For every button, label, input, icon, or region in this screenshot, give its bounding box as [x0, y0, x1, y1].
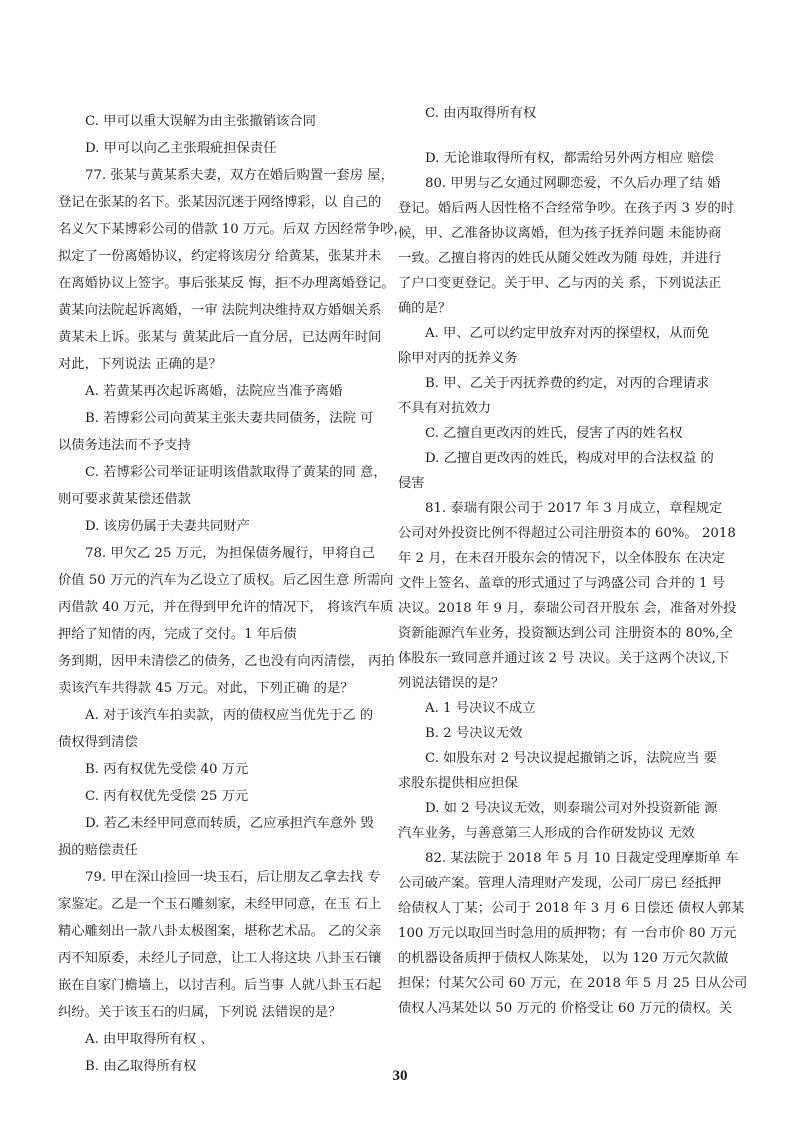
text-line: 除甲对丙的抚养义务: [398, 351, 518, 366]
text-line: 纠纷。关于该玉石的归属，下列说 法错误的是？: [58, 1005, 342, 1020]
text-line: C. 由丙取得所有权: [425, 106, 537, 121]
text-line: A. 1 号决议不成立: [425, 701, 536, 716]
text-line: 黄某未上诉。张某与 黄某此后一直分居，已达两年时间: [58, 330, 382, 345]
text-line: 在离婚协议上签字。事后张某反 悔，拒不办理离婚登记。: [58, 276, 395, 291]
text-line: 对此，下列说法 正确的是？: [58, 357, 222, 372]
text-line: 押给了知情的丙，完成了交付。1 年后债: [58, 627, 297, 642]
text-line: 卖该汽车共得款 45 万元。对此，下列正确 的是？: [58, 681, 354, 696]
text-line: 82. 某法院于 2018 年 5 月 10 日裁定受理摩斯单 车: [425, 851, 739, 866]
text-line: A. 若黄某再次起诉离婚，法院应当准予离婚: [85, 384, 343, 399]
text-line: 文件上签名、盖章的形式通过了与鸿盛公司 合并的 1 号: [398, 576, 725, 591]
text-line: 侵害: [398, 476, 425, 491]
text-line: 精心雕刻出一款八卦太极图案，堪称艺术品。 乙的父亲: [58, 924, 382, 939]
text-line: 不具有对抗效力: [398, 401, 492, 416]
text-line: 损的赔偿责任: [58, 843, 138, 858]
text-line: A. 由甲取得所有权 、: [85, 1032, 214, 1047]
text-line: 列说法错误的是？: [398, 676, 505, 691]
text-line: 黄某向法院起诉离婚，一审 法院判决维持双方婚姻关系: [58, 303, 382, 318]
text-line: A. 甲、乙可以约定甲放弃对丙的探望权，从而免: [425, 326, 709, 341]
text-line: 嵌在自家门檐墙上，以讨吉利。后当事 人就八卦玉石起: [58, 978, 382, 993]
text-line: 公司破产案。管理人清理财产发现，公司厂房已 经抵押: [398, 876, 722, 891]
text-line: 年 2 月，在未召开股东会的情况下，以全体股东 在决定: [398, 551, 725, 566]
text-line: 以债务违法而不予支持: [58, 438, 191, 453]
text-line: 价值 50 万元的汽车为乙设立了质权。后乙因生意 所需向: [58, 573, 394, 588]
text-line: 债权得到清偿: [58, 735, 138, 750]
text-line: 家鉴定。乙是一个玉石雕刻家，未经甲同意，在玉 石上: [58, 897, 382, 912]
text-line: C. 若博彩公司举证证明该借款取得了黄某的同 意，: [85, 465, 387, 480]
text-line: 100 万元以取回当时急用的质押物；有 一台市价 80 万元: [398, 926, 737, 941]
text-line: 一致。乙擅自将丙的姓氏从随父姓改为随 母姓，并进行: [398, 251, 722, 266]
text-line: 79. 甲在深山捡回一块玉石，后让朋友乙拿去找 专: [85, 870, 381, 885]
text-line: C. 如股东对 2 号决议提起撤销之诉，法院应当 要: [425, 751, 717, 766]
text-line: D. 该房仍属于夫妻共同财产: [85, 519, 250, 534]
text-line: 丙不知原委，未经儿子同意，让工人将这块 八卦玉石镶: [58, 951, 382, 966]
text-line: D. 甲可以向乙主张瑕疵担保责任: [85, 141, 277, 156]
text-line: B. 由乙取得所有权: [85, 1059, 197, 1074]
text-line: C. 丙有权优先受偿 25 万元: [85, 789, 249, 804]
text-line: 了户口变更登记。关于甲、乙与丙的关 系，下列说法正: [398, 276, 722, 291]
text-line: 决议。2018 年 9 月，泰瑞公司召开股东 会，准备对外投: [398, 601, 737, 616]
text-line: 则可要求黄某偿还借款: [58, 492, 191, 507]
text-line: 担保；付某欠公司 60 万元，在 2018 年 5 月 25 日从公司: [398, 976, 748, 991]
text-line: 77. 张某与黄某系夫妻，双方在婚后购置一套房 屋，: [85, 168, 394, 183]
text-line: 务到期，因甲未清偿乙的债务，乙也没有向丙清偿， 丙拍: [58, 654, 395, 669]
text-line: 候，甲、乙准备协议离婚，但为孩子抚养问题 未能协商: [398, 226, 722, 241]
text-line: B. 丙有权优先受偿 40 万元: [85, 762, 249, 777]
text-line: 登记在张某的名下。张某因沉迷于网络博彩，以 自己的: [58, 195, 382, 210]
page-number: 30: [392, 1068, 408, 1084]
text-line: 债权人冯某处以 50 万元的 价格受让 60 万元的债权。关: [398, 1001, 733, 1016]
text-line: A. 对于该汽车拍卖款，丙的债权应当优先于乙 的: [85, 708, 374, 723]
text-line: 资新能源汽车业务，投资额达到公司 注册资本的 80%,全: [398, 626, 733, 641]
text-line: 登记。婚后两人因性格不合经常争吵。在孩子丙 3 岁的时: [398, 201, 735, 216]
text-line: 的机器设备质押于债权人陈某处， 以为 120 万元欠款做: [398, 951, 729, 966]
text-line: D. 若乙未经甲同意而转质，乙应承担汽车意外 毁: [85, 816, 374, 831]
text-line: 拟定了一份离婚协议，约定将该房分 给黄某，张某并未: [58, 249, 382, 264]
text-line: 78. 甲欠乙 25 万元，为担保债务履行，甲将自己: [85, 546, 376, 561]
text-line: B. 若博彩公司向黄某主张夫妻共同债务，法院 可: [85, 411, 374, 426]
text-line: D. 如 2 号决议无效，则泰瑞公司对外投资新能 源: [425, 801, 718, 816]
text-line: 公司对外投资比例不得超过公司注册资本的 60%。 2018: [398, 526, 736, 541]
text-line: 求股东提供相应担保: [398, 776, 518, 791]
text-line: 给债权人丁某；公司于 2018 年 3 月 6 日偿还 债权人郭某: [398, 901, 745, 916]
text-line: B. 甲、乙关于丙抚养费的约定，对丙的合理请求: [425, 376, 710, 391]
text-line: 名义欠下某博彩公司的借款 10 万元。后双 方因经常争吵，: [58, 222, 407, 237]
text-line: B. 2 号决议无效: [425, 726, 523, 741]
text-line: 80. 甲男与乙女通过网聊恋爱，不久后办理了结 婚: [425, 176, 721, 191]
text-line: 81. 泰瑞有限公司于 2017 年 3 月成立，章程规定: [425, 501, 723, 516]
text-line: D. 乙擅自更改丙的姓氏，构成对甲的合法权益 的: [425, 451, 714, 466]
text-line: D. 无论谁取得所有权，都需给另外两方相应 赔偿: [425, 151, 714, 166]
text-line: 丙借款 40 万元，并在得到甲允许的情况下， 将该汽车质: [58, 600, 394, 615]
text-line: C. 乙擅自更改丙的姓氏，侵害了丙的姓名权: [425, 426, 683, 441]
text-line: 确的是？: [398, 301, 452, 316]
text-line: 体股东一致同意并通过该 2 号 决议。关于这两个决议,下: [398, 651, 730, 666]
text-line: 汽车业务，与善意第三人形成的合作研发协议 无效: [398, 826, 695, 841]
text-line: C. 甲可以重大误解为由主张撤销该合同: [85, 114, 316, 129]
